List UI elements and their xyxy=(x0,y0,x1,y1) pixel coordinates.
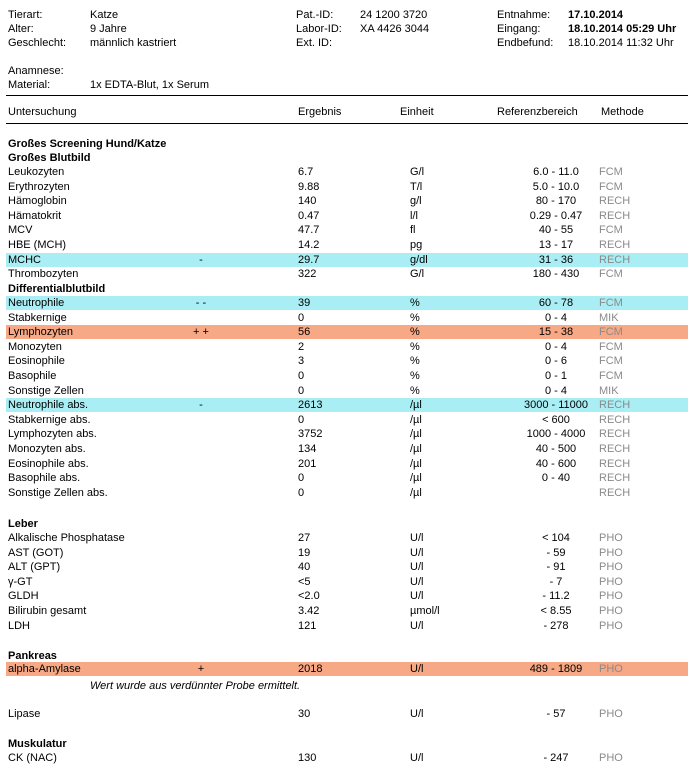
flag-marker: - xyxy=(199,253,203,266)
reference-range: - 247 xyxy=(543,752,569,764)
result-row xyxy=(6,354,688,368)
method: RECH xyxy=(599,413,631,426)
reference-range: 60 - 78 xyxy=(538,297,574,309)
unit: % xyxy=(410,370,420,382)
result-row xyxy=(6,296,688,310)
method: PHO xyxy=(599,546,623,559)
result-value: 2018 xyxy=(298,663,323,675)
reference-range: < 104 xyxy=(542,532,570,544)
test-name: Basophile xyxy=(8,370,57,382)
result-row xyxy=(6,398,688,412)
result-row xyxy=(6,325,688,339)
unit: U/l xyxy=(410,575,424,588)
test-name: ALT (GPT) xyxy=(8,561,61,574)
unit: % xyxy=(410,311,420,324)
anamnese-label: Anamnese: xyxy=(8,65,64,77)
section-title-leber: Leber xyxy=(8,518,38,530)
unit: % xyxy=(410,297,420,309)
result-value: 0.47 xyxy=(298,209,320,222)
entnahme-value: 17.10.2014 xyxy=(568,9,624,21)
method: FCM xyxy=(599,326,623,339)
test-name: Eosinophile abs. xyxy=(8,457,89,470)
section-title-screening: Großes Screening Hund/Katze xyxy=(8,138,167,150)
eingang-label: Eingang: xyxy=(497,23,541,35)
result-row xyxy=(6,560,688,574)
result-value: <2.0 xyxy=(298,590,320,603)
reference-range: - 11.2 xyxy=(542,590,570,603)
pankreas-note: Wert wurde aus verdünnter Probe ermittelt. xyxy=(90,680,301,692)
method: PHO xyxy=(599,575,623,588)
result-value: 2613 xyxy=(298,399,323,412)
reference-range: 180 - 430 xyxy=(532,268,580,281)
reference-range: 0 - 4 xyxy=(544,340,567,353)
pat-id-value: 24 1200 3720 xyxy=(360,9,428,21)
col-ergebnis: Ergebnis xyxy=(298,106,342,118)
method: MIK xyxy=(599,311,619,324)
result-value: 0 xyxy=(298,413,305,426)
result-value: 0 xyxy=(298,370,305,382)
method: PHO xyxy=(599,605,623,617)
tierart-value: Katze xyxy=(90,9,119,21)
result-value: 29.7 xyxy=(298,253,320,266)
result-row xyxy=(6,604,688,618)
test-name: MCV xyxy=(8,224,33,237)
result-value: 3.42 xyxy=(298,605,320,617)
result-row xyxy=(6,619,688,633)
reference-range: 31 - 36 xyxy=(538,253,574,266)
test-name: Erythrozyten xyxy=(8,180,70,193)
result-value: 30 xyxy=(298,708,311,720)
unit: l/l xyxy=(410,209,418,222)
col-methode: Methode xyxy=(601,106,644,118)
labor-id-value: XA 4426 3044 xyxy=(360,23,430,35)
unit: U/l xyxy=(410,532,424,544)
geschlecht-value: männlich kastriert xyxy=(90,37,177,49)
result-row xyxy=(6,546,688,560)
test-name: Neutrophile xyxy=(8,297,65,309)
method: RECH xyxy=(599,195,631,208)
geschlecht-label: Geschlecht: xyxy=(8,37,67,49)
result-row xyxy=(6,575,688,589)
result-row xyxy=(6,223,688,237)
unit: U/l xyxy=(410,752,424,764)
endbefund-label: Endbefund: xyxy=(497,37,554,49)
col-einheit: Einheit xyxy=(400,106,434,118)
test-name: Lipase xyxy=(8,708,41,720)
flag-marker: + + xyxy=(193,326,209,339)
result-row xyxy=(6,707,688,721)
result-value: 47.7 xyxy=(298,224,320,237)
test-name: Sonstige Zellen abs. xyxy=(8,486,108,499)
reference-range: 40 - 500 xyxy=(535,443,577,455)
method: RECH xyxy=(599,486,631,499)
method: RECH xyxy=(599,209,631,222)
labor-id-label: Labor-ID: xyxy=(296,23,342,35)
ext-id-label: Ext. ID: xyxy=(296,37,333,49)
method: RECH xyxy=(599,399,631,412)
test-name: Sonstige Zellen xyxy=(8,384,84,397)
method: MIK xyxy=(599,384,619,397)
reference-range: < 8.55 xyxy=(540,605,572,617)
result-value: 2 xyxy=(298,340,305,353)
reference-range: - 57 xyxy=(546,708,566,720)
unit: U/l xyxy=(410,619,424,632)
result-value: 0 xyxy=(298,486,305,499)
reference-range: - 7 xyxy=(549,575,563,588)
test-name: GLDH xyxy=(8,590,39,603)
unit: µmol/l xyxy=(410,605,440,617)
test-name: Lymphozyten abs. xyxy=(8,428,97,441)
test-name: Hämatokrit xyxy=(8,209,62,222)
entnahme-label: Entnahme: xyxy=(497,9,551,21)
unit: /µl xyxy=(410,472,422,485)
alter-value: 9 Jahre xyxy=(90,23,127,35)
test-name: Stabkernige xyxy=(8,311,67,324)
result-row xyxy=(6,427,688,441)
method: RECH xyxy=(599,472,631,485)
alter-label: Alter: xyxy=(8,23,34,35)
method: RECH xyxy=(599,457,631,470)
reference-range: 15 - 38 xyxy=(538,326,574,339)
test-name: Neutrophile abs. xyxy=(8,399,89,412)
section-title-differential: Differentialblutbild xyxy=(8,283,106,295)
result-row xyxy=(6,486,688,500)
pat-id-label: Pat.-ID: xyxy=(296,9,334,21)
test-name: Bilirubin gesamt xyxy=(8,605,87,617)
reference-range: 3000 - 11000 xyxy=(523,399,589,412)
unit: T/l xyxy=(410,180,423,193)
unit: % xyxy=(410,326,420,339)
test-name: Eosinophile xyxy=(8,355,65,368)
reference-range: 0 - 4 xyxy=(544,384,567,397)
flag-marker: - - xyxy=(195,297,207,309)
reference-range: - 59 xyxy=(546,546,566,559)
result-row xyxy=(6,384,688,398)
reference-range: 0 - 4 xyxy=(544,311,567,324)
test-name: alpha-Amylase xyxy=(8,663,81,675)
result-row xyxy=(6,442,688,456)
reference-range: 5.0 - 10.0 xyxy=(532,180,580,193)
reference-range: 0 - 40 xyxy=(541,472,571,485)
result-row xyxy=(6,457,688,471)
result-value: 14.2 xyxy=(298,239,320,251)
result-value: 9.88 xyxy=(298,180,320,193)
test-name: MCHC xyxy=(8,253,41,266)
reference-range: - 91 xyxy=(546,561,566,574)
method: FCM xyxy=(599,166,623,178)
test-name: Stabkernige abs. xyxy=(8,413,91,426)
method: FCM xyxy=(599,180,623,193)
result-row xyxy=(6,180,688,194)
unit: /µl xyxy=(410,399,422,412)
result-value: 19 xyxy=(298,546,311,559)
material-label: Material: xyxy=(8,79,51,91)
unit: % xyxy=(410,340,420,353)
result-value: 40 xyxy=(298,561,311,574)
result-value: 56 xyxy=(298,326,311,339)
reference-range: 80 - 170 xyxy=(535,195,577,208)
test-name: Thrombozyten xyxy=(8,268,79,281)
header-divider xyxy=(6,95,688,96)
result-row xyxy=(6,413,688,427)
reference-range: 40 - 55 xyxy=(538,224,574,237)
method: FCM xyxy=(599,370,623,382)
result-value: 201 xyxy=(298,457,317,470)
section-title-pankreas: Pankreas xyxy=(8,650,57,662)
method: FCM xyxy=(599,340,623,353)
result-row xyxy=(6,194,688,208)
reference-range: 13 - 17 xyxy=(538,239,574,251)
method: FCM xyxy=(599,224,623,237)
result-value: 27 xyxy=(298,532,311,544)
column-divider xyxy=(6,123,688,124)
result-value: 130 xyxy=(298,752,317,764)
method: PHO xyxy=(599,663,623,675)
unit: pg xyxy=(410,239,423,251)
reference-range: 0 - 6 xyxy=(544,355,567,368)
unit: U/l xyxy=(410,590,424,603)
method: PHO xyxy=(599,590,623,603)
result-row xyxy=(6,589,688,603)
test-name: Alkalische Phosphatase xyxy=(8,532,125,544)
result-row xyxy=(6,471,688,485)
unit: % xyxy=(410,355,420,368)
test-name: HBE (MCH) xyxy=(8,239,67,251)
col-untersuchung: Untersuchung xyxy=(8,106,77,118)
flag-marker: - xyxy=(199,399,203,412)
result-row xyxy=(6,662,688,676)
test-name: γ-GT xyxy=(8,575,33,588)
test-name: Monozyten xyxy=(8,340,62,353)
result-row xyxy=(6,369,688,383)
reference-range: 0.29 - 0.47 xyxy=(529,209,583,222)
method: FCM xyxy=(599,268,623,281)
material-value: 1x EDTA-Blut, 1x Serum xyxy=(90,79,209,91)
unit: /µl xyxy=(410,457,422,470)
unit: /µl xyxy=(410,413,422,426)
section-title-muskulatur: Muskulatur xyxy=(8,738,67,750)
reference-range: 489 - 1809 xyxy=(529,663,583,675)
reference-range: 1000 - 4000 xyxy=(526,428,586,441)
method: RECH xyxy=(599,239,631,251)
test-name: Lymphozyten xyxy=(8,326,74,339)
endbefund-value: 18.10.2014 11:32 Uhr xyxy=(568,37,674,49)
result-value: 0 xyxy=(298,384,305,397)
result-row xyxy=(6,340,688,354)
result-value: 39 xyxy=(298,297,311,309)
result-row xyxy=(6,253,688,267)
method: RECH xyxy=(599,443,631,455)
method: PHO xyxy=(599,752,623,764)
reference-range: - 278 xyxy=(543,619,569,632)
result-value: 3752 xyxy=(298,428,323,441)
result-value: 0 xyxy=(298,472,305,485)
result-value: 134 xyxy=(298,443,317,455)
unit: g/l xyxy=(410,195,422,208)
method: FCM xyxy=(599,355,623,368)
unit: G/l xyxy=(410,268,425,281)
result-row xyxy=(6,267,688,281)
result-value: <5 xyxy=(298,575,311,588)
unit: g/dl xyxy=(410,253,428,266)
unit: % xyxy=(410,384,420,397)
col-referenz: Referenzbereich xyxy=(497,106,578,118)
test-name: CK (NAC) xyxy=(8,752,57,764)
result-value: 6.7 xyxy=(298,166,314,178)
unit: U/l xyxy=(410,546,424,559)
reference-range: 0 - 1 xyxy=(544,370,567,382)
method: PHO xyxy=(599,619,623,632)
result-row xyxy=(6,531,688,545)
unit: /µl xyxy=(410,486,422,499)
unit: /µl xyxy=(410,443,422,455)
method: RECH xyxy=(599,428,631,441)
unit: G/l xyxy=(410,166,425,178)
unit: /µl xyxy=(410,428,422,441)
result-row xyxy=(6,238,688,252)
method: PHO xyxy=(599,708,623,720)
result-row xyxy=(6,209,688,223)
method: FCM xyxy=(599,297,623,309)
reference-range: < 600 xyxy=(542,413,570,426)
flag-marker: + xyxy=(197,663,205,675)
result-value: 3 xyxy=(298,355,305,368)
result-row xyxy=(6,311,688,325)
test-name: LDH xyxy=(8,619,31,632)
test-name: Monozyten abs. xyxy=(8,443,86,455)
result-value: 0 xyxy=(298,311,305,324)
reference-range: 6.0 - 11.0 xyxy=(533,166,579,178)
method: PHO xyxy=(599,532,623,544)
eingang-value: 18.10.2014 05:29 Uhr xyxy=(568,23,677,35)
section-title-blutbild: Großes Blutbild xyxy=(8,152,91,164)
result-value: 322 xyxy=(298,268,317,281)
tierart-label: Tierart: xyxy=(8,9,43,21)
test-name: Basophile abs. xyxy=(8,472,81,485)
method: RECH xyxy=(599,253,631,266)
result-value: 140 xyxy=(298,195,317,208)
method: PHO xyxy=(599,561,623,574)
result-row xyxy=(6,751,688,765)
unit: U/l xyxy=(410,561,424,574)
unit: fl xyxy=(410,224,416,237)
test-name: AST (GOT) xyxy=(8,546,64,559)
unit: U/l xyxy=(410,708,424,720)
result-value: 121 xyxy=(298,619,317,632)
test-name: Leukozyten xyxy=(8,166,65,178)
result-row xyxy=(6,165,688,179)
reference-range: 40 - 600 xyxy=(535,457,577,470)
test-name: Hämoglobin xyxy=(8,195,67,208)
unit: U/l xyxy=(410,663,424,675)
